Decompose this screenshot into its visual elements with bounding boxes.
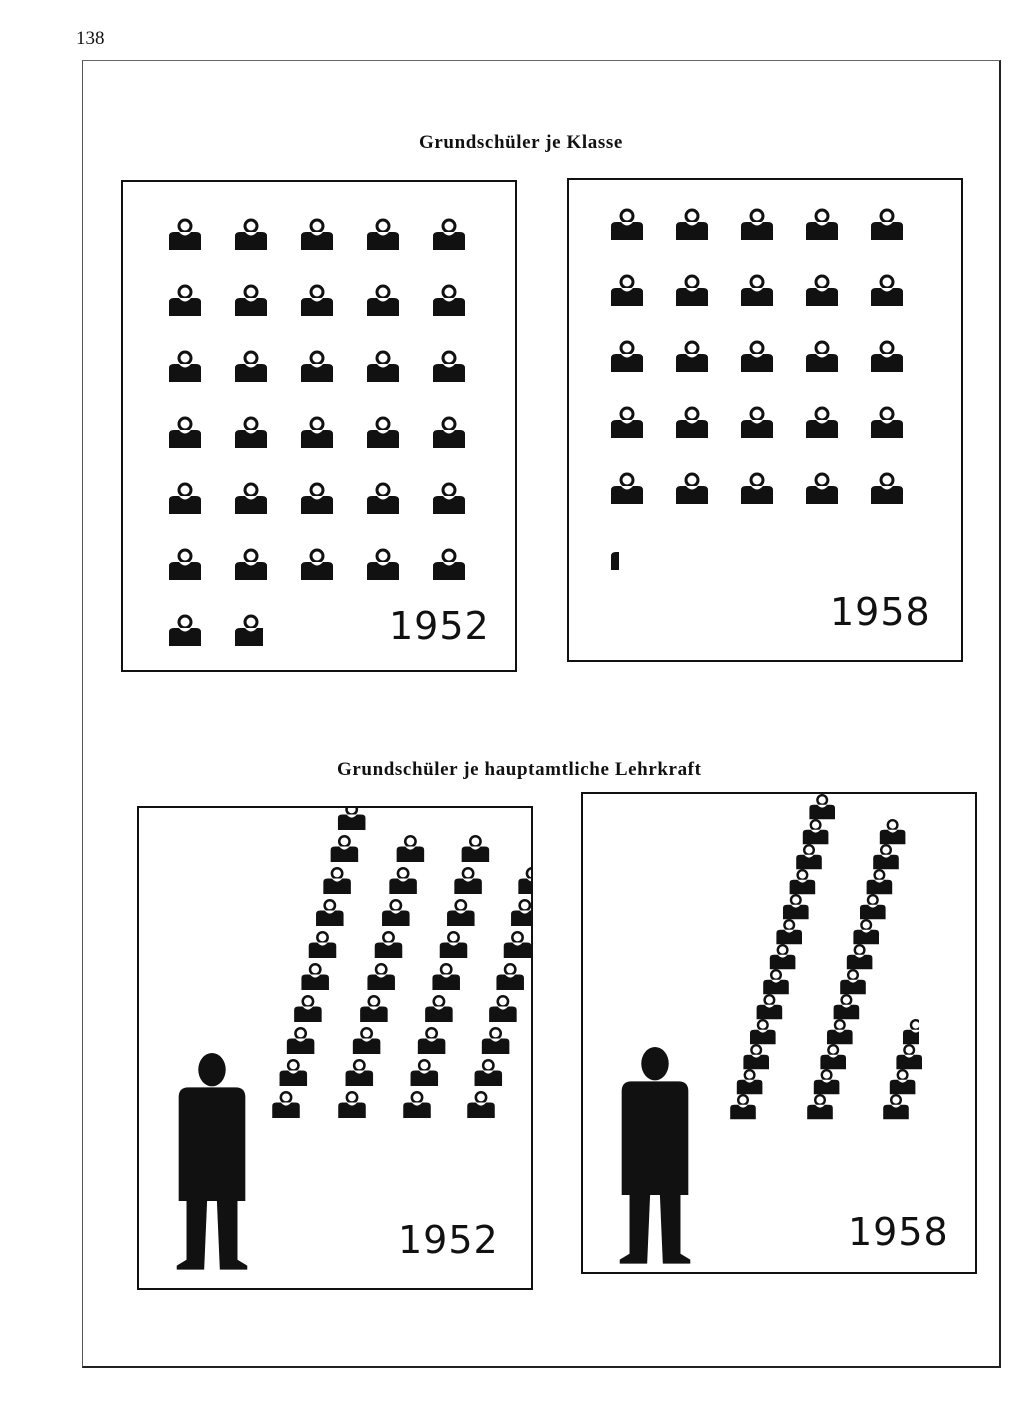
pupil-at-desk-icon	[235, 484, 267, 514]
pupil-at-desk-icon	[853, 920, 879, 944]
pupil-at-desk-icon	[346, 1060, 374, 1086]
pupil-at-desk-icon	[820, 1045, 846, 1069]
pupil-at-desk-icon	[809, 795, 835, 819]
pupil-at-desk-icon	[883, 1095, 909, 1119]
teacher-figure-icon	[620, 1047, 691, 1264]
pupil-at-desk-icon	[367, 550, 399, 580]
pupil-at-desk-icon	[389, 868, 417, 894]
pupil-at-desk-icon	[867, 870, 893, 894]
year-label: 1952	[398, 1218, 499, 1262]
pupil-at-desk-icon	[301, 286, 333, 316]
pupil-at-desk-icon	[169, 550, 201, 580]
pupil-at-desk-icon	[496, 964, 524, 990]
pupil-at-desk-icon	[418, 1028, 446, 1054]
pupil-at-desk-icon	[280, 1060, 308, 1086]
pupil-at-desk-icon	[763, 970, 789, 994]
pupil-at-desk-icon	[757, 995, 783, 1019]
pupil-at-desk-icon	[847, 945, 873, 969]
pupil-at-desk-icon	[511, 900, 531, 926]
pupil-at-desk-icon	[432, 964, 460, 990]
panel-teacher-1958	[581, 792, 977, 1274]
pupil-at-desk-icon	[301, 550, 333, 580]
pupil-at-desk-icon	[235, 418, 267, 448]
pupil-at-desk-icon	[676, 276, 708, 306]
pupil-at-desk-icon	[611, 210, 643, 240]
pupil-at-desk-icon	[353, 1028, 381, 1054]
year-label: 1952	[389, 604, 490, 648]
pupil-at-desk-icon	[382, 900, 410, 926]
pupil-at-desk-icon	[403, 1092, 431, 1118]
pupil-at-desk-icon	[235, 352, 267, 382]
pupil-at-desk-icon	[871, 210, 903, 240]
pictogram-teacher-1952	[139, 808, 531, 1288]
pupil-at-desk-icon	[871, 474, 903, 504]
pupil-at-desk-icon	[482, 1028, 510, 1054]
pupil-at-desk-icon	[375, 932, 403, 958]
pupil-at-desk-icon	[611, 408, 643, 438]
pupil-at-desk-icon	[169, 484, 201, 514]
pupil-at-desk-icon	[903, 1020, 929, 1044]
pupil-at-desk-icon	[750, 1020, 776, 1044]
pupil-at-desk-icon	[367, 418, 399, 448]
pupil-at-desk-icon	[425, 996, 453, 1022]
pupil-at-desk-icon	[367, 220, 399, 250]
pupil-at-desk-icon	[397, 836, 425, 862]
pupil-at-desk-icon	[454, 868, 482, 894]
pupil-at-desk-icon	[676, 210, 708, 240]
pupil-at-desk-icon	[411, 1060, 439, 1086]
pupil-at-desk-icon	[806, 474, 838, 504]
pupil-at-desk-icon	[433, 550, 465, 580]
pictogram-teacher-1958	[583, 794, 975, 1272]
pupil-at-desk-icon	[741, 210, 773, 240]
pupil-at-desk-icon	[440, 932, 468, 958]
pupil-at-desk-icon	[338, 1092, 366, 1118]
pupil-at-desk-icon	[169, 220, 201, 250]
pupil-at-desk-icon	[301, 964, 329, 990]
pupil-at-desk-icon	[880, 820, 906, 844]
year-label: 1958	[830, 590, 931, 634]
pupil-at-desk-icon	[676, 342, 708, 372]
pupil-at-desk-icon	[806, 342, 838, 372]
year-label: 1958	[848, 1210, 949, 1254]
pupil-at-desk-icon	[433, 484, 465, 514]
pupil-at-desk-icon	[475, 1060, 503, 1086]
pupil-at-desk-icon	[316, 900, 344, 926]
pupil-at-desk-icon	[834, 995, 860, 1019]
pupil-at-desk-icon	[790, 870, 816, 894]
panel-teacher-1952	[137, 806, 533, 1290]
pupil-at-desk-icon	[169, 616, 201, 646]
pupil-at-desk-icon	[796, 845, 822, 869]
pupil-at-desk-icon	[730, 1095, 756, 1119]
pupil-at-desk-icon	[806, 276, 838, 306]
pupil-at-desk-icon	[676, 408, 708, 438]
pupil-at-desk-icon	[770, 945, 796, 969]
pupil-at-desk-icon	[433, 220, 465, 250]
pupil-at-desk-icon	[294, 996, 322, 1022]
pictogram-class-1958	[569, 180, 961, 660]
pupil-at-desk-icon	[301, 418, 333, 448]
pupil-at-desk-icon	[827, 1020, 853, 1044]
pupil-at-desk-icon	[871, 276, 903, 306]
pupil-at-desk-icon	[741, 408, 773, 438]
pupil-at-desk-icon	[360, 996, 388, 1022]
pupil-at-desk-icon	[235, 286, 267, 316]
pupil-at-desk-icon	[367, 286, 399, 316]
pupil-at-desk-icon	[504, 932, 531, 958]
pupil-at-desk-icon	[301, 352, 333, 382]
pupil-at-desk-icon	[890, 1070, 916, 1094]
pupil-at-desk-icon	[367, 352, 399, 382]
pupil-at-desk-icon	[676, 474, 708, 504]
panel-class-1952	[121, 180, 517, 672]
pupil-at-desk-icon	[301, 484, 333, 514]
pupil-at-desk-icon	[433, 418, 465, 448]
pupil-at-desk-icon	[611, 342, 643, 372]
pupil-at-desk-icon	[873, 845, 899, 869]
pupil-at-desk-icon	[741, 342, 773, 372]
pupil-at-desk-icon	[783, 895, 809, 919]
pupil-at-desk-icon	[814, 1070, 840, 1094]
pupil-at-desk-icon	[806, 408, 838, 438]
pupil-at-desk-icon	[323, 868, 351, 894]
pupil-at-desk-icon	[518, 868, 531, 894]
pupil-at-desk-icon	[489, 996, 517, 1022]
pupil-at-desk-icon	[235, 220, 267, 250]
pupil-at-desk-icon	[776, 920, 802, 944]
pupil-at-desk-icon	[367, 964, 395, 990]
pupil-at-desk-icon	[611, 474, 643, 504]
pupil-at-desk-icon	[272, 1092, 300, 1118]
pupil-at-desk-icon	[287, 1028, 315, 1054]
pupil-at-desk-icon	[860, 895, 886, 919]
pupil-at-desk-icon	[462, 836, 490, 862]
pupil-at-desk-icon	[169, 286, 201, 316]
pupil-at-desk-icon	[447, 900, 475, 926]
chart-title-per-class: Grundschüler je Klasse	[419, 132, 623, 153]
pupil-at-desk-icon	[871, 342, 903, 372]
pupil-at-desk-icon	[840, 970, 866, 994]
pupil-at-desk-icon	[743, 1045, 769, 1069]
pupil-at-desk-icon	[169, 418, 201, 448]
pupil-at-desk-icon	[367, 484, 399, 514]
pupil-at-desk-icon	[235, 616, 267, 646]
pupil-at-desk-icon	[737, 1070, 763, 1094]
pupil-at-desk-icon	[467, 1092, 495, 1118]
pupil-at-desk-icon	[611, 540, 643, 570]
page-number: 138	[76, 28, 105, 49]
pupil-at-desk-icon	[235, 550, 267, 580]
pupil-at-desk-icon	[169, 352, 201, 382]
pupil-at-desk-icon	[807, 1095, 833, 1119]
pupil-at-desk-icon	[896, 1045, 922, 1069]
pupil-at-desk-icon	[803, 820, 829, 844]
pupil-at-desk-icon	[433, 352, 465, 382]
teacher-figure-icon	[177, 1053, 248, 1270]
pupil-at-desk-icon	[611, 276, 643, 306]
pupil-at-desk-icon	[741, 276, 773, 306]
pictogram-class-1952	[123, 182, 515, 670]
chart-title-per-teacher: Grundschüler je hauptamtliche Lehrkraft	[337, 759, 702, 780]
pupil-at-desk-icon	[301, 220, 333, 250]
pupil-at-desk-icon	[806, 210, 838, 240]
pupil-at-desk-icon	[331, 836, 359, 862]
panel-class-1958	[567, 178, 963, 662]
pupil-at-desk-icon	[871, 408, 903, 438]
pupil-at-desk-icon	[741, 474, 773, 504]
pupil-at-desk-icon	[309, 932, 337, 958]
pupil-at-desk-icon	[338, 808, 366, 830]
pupil-at-desk-icon	[433, 286, 465, 316]
